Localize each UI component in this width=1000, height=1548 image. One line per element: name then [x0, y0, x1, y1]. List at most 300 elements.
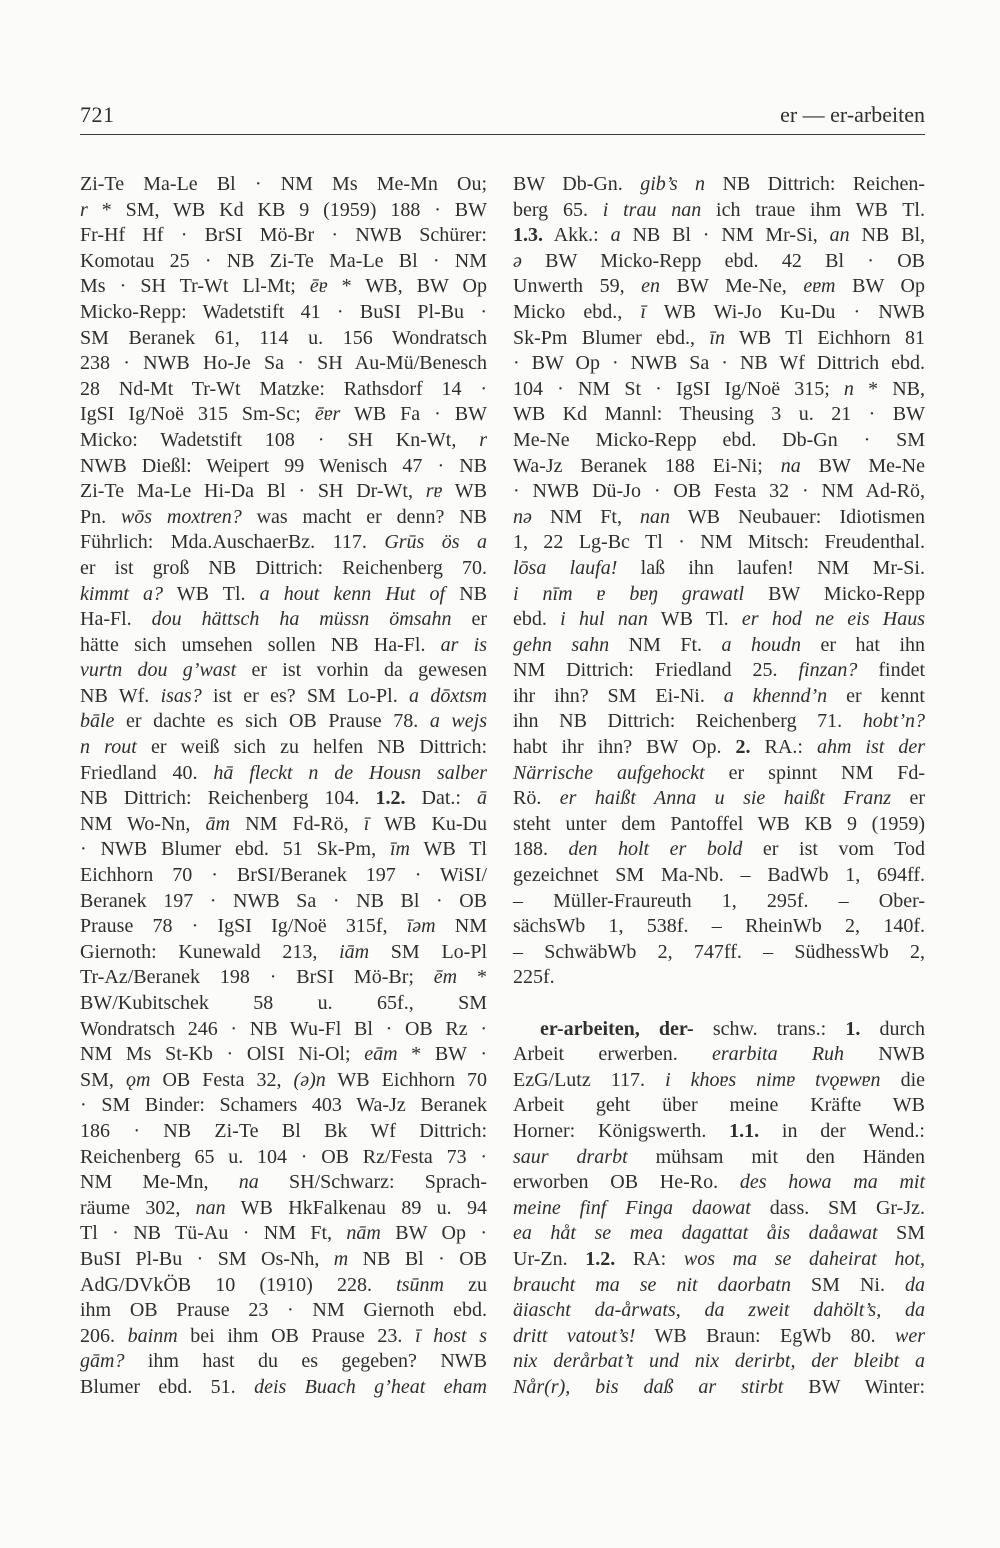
- bold-heading: er-arbeiten, der-: [540, 1017, 694, 1040]
- text-segment: WB HkFalkenau 89 u. 94: [225, 1196, 487, 1219]
- text-line: [513, 223, 925, 249]
- italic-dialect-form: deis Buach g’heat eham: [254, 1375, 487, 1398]
- italic-dialect-form: rɐ: [425, 480, 443, 503]
- text-segment: NM Fd-Rö,: [229, 812, 364, 835]
- italic-dialect-form: dou hättsch ha müssn ömsahn: [151, 608, 452, 631]
- text-line: [513, 582, 925, 608]
- text-segment: Fr-Hf Hf · BrSI Mö-Br · NWB Schürer:: [80, 224, 487, 247]
- italic-dialect-form: saur drarbt: [513, 1145, 628, 1168]
- text-line: [80, 479, 487, 505]
- italic-dialect-form: des howa ma mit: [739, 1171, 926, 1194]
- italic-dialect-form: (ə)n: [293, 1068, 326, 1091]
- text-line: [80, 633, 487, 659]
- text-line: [513, 1017, 925, 1043]
- bold-heading: 1.3.: [513, 224, 543, 247]
- text-segment: BW Micko-Repp: [744, 582, 926, 605]
- italic-dialect-form: da: [905, 1273, 925, 1296]
- text-segment: WB Kd Mannl: Theusing 3 u. 21 · BW: [513, 403, 925, 426]
- text-line: [513, 940, 925, 966]
- text-segment: EzG/Lutz 117.: [513, 1068, 666, 1091]
- text-segment: ihm hast du es gegeben? NWB: [124, 1350, 487, 1373]
- text-segment: Tr-Az/Beranek 198 · BrSI Mö-Br;: [80, 966, 434, 989]
- text-segment: Rö.: [513, 787, 560, 810]
- text-segment: er ist vom Tod: [742, 838, 926, 861]
- text-segment: SM,: [80, 1068, 126, 1091]
- text-line: [513, 786, 925, 812]
- text-line: [513, 684, 925, 710]
- text-line: [80, 837, 487, 863]
- text-segment: zu: [443, 1273, 487, 1296]
- italic-dialect-form: ī host s: [415, 1324, 487, 1347]
- italic-dialect-form: wos ma se daheirat hot,: [683, 1247, 926, 1270]
- text-line: [513, 377, 925, 403]
- italic-dialect-form: a: [610, 224, 621, 247]
- text-line: [513, 735, 925, 761]
- text-segment: Beranek 197 · NWB Sa · NB Bl · OB: [80, 889, 487, 912]
- italic-dialect-form: n: [843, 377, 854, 400]
- italic-dialect-form: a khennd’n: [723, 684, 828, 707]
- text-segment: Blumer ebd. 51.: [80, 1375, 255, 1398]
- text-line: [80, 965, 487, 991]
- page-header: [80, 100, 925, 135]
- text-segment: erworben OB He-Ro.: [513, 1171, 740, 1194]
- text-segment: WB Braun: EgWb 80.: [635, 1324, 896, 1347]
- italic-dialect-form: na: [780, 454, 801, 477]
- text-segment: Ur-Zn.: [513, 1247, 586, 1270]
- italic-dialect-form: wer: [895, 1324, 926, 1347]
- text-segment: Dat.:: [405, 787, 478, 810]
- text-line: [80, 1068, 487, 1094]
- text-segment: · NWB Dü-Jo · OB Festa 32 · NM Ad-Rö,: [513, 480, 925, 503]
- text-line: [80, 709, 487, 735]
- italic-dialect-form: Grūs ös a: [384, 531, 488, 554]
- text-segment: Prause 78 · IgSI Ig/Noë 315f,: [80, 915, 407, 938]
- text-line: [80, 428, 487, 454]
- text-segment: BW/Kubitschek 58 u. 65f., SM: [80, 992, 487, 1014]
- text-segment: 188.: [513, 838, 569, 861]
- italic-dialect-form: r: [479, 428, 487, 451]
- text-line: [513, 300, 925, 326]
- italic-dialect-form: ēɐr: [314, 403, 341, 426]
- text-line: [513, 402, 925, 428]
- text-segment: er spinnt NM Fd-: [704, 761, 925, 784]
- italic-dialect-form: isas?: [160, 684, 202, 707]
- italic-dialect-form: ī: [640, 300, 646, 323]
- text-line: [80, 198, 487, 224]
- text-line: [80, 530, 487, 556]
- italic-dialect-form: nə: [513, 505, 532, 528]
- text-segment: er: [451, 608, 487, 631]
- italic-dialect-form: ǫm: [125, 1068, 151, 1091]
- text-segment: Führlich: Mda.AuschaerBz. 117.: [80, 531, 385, 554]
- italic-dialect-form: ahm ist der: [816, 736, 925, 759]
- entry-er-final-paragraph: [513, 172, 925, 991]
- bold-heading: 1.: [845, 1017, 861, 1040]
- text-segment: WB Tl.: [647, 608, 742, 631]
- text-segment: er dachte es sich OB Prause 78.: [114, 710, 430, 733]
- text-line: [513, 1068, 925, 1094]
- text-segment: Wondratsch 246 · NB Wu-Fl Bl · OB Rz ·: [80, 1017, 487, 1040]
- text-line: [513, 1093, 925, 1119]
- italic-dialect-form: hā fleckt n de Housn salber: [213, 761, 488, 784]
- italic-dialect-form: gib’s n: [640, 173, 706, 195]
- italic-dialect-form: bainm: [127, 1324, 178, 1347]
- italic-dialect-form: i khoɐs nimɐ tvǫɐwɐn: [665, 1068, 881, 1091]
- text-segment: Arbeit erwerben.: [513, 1043, 713, 1066]
- text-segment: NM Me-Mn,: [80, 1171, 239, 1194]
- text-segment: NM Ms St-Kb · OlSI Ni-Ol;: [80, 1043, 365, 1066]
- text-line: [513, 428, 925, 454]
- page-number: 721: [80, 102, 115, 127]
- italic-dialect-form: lōsa laufa!: [513, 556, 618, 579]
- italic-dialect-form: vurtn dou g’wast: [80, 659, 237, 682]
- text-line: [80, 223, 487, 249]
- bold-heading: 2.: [735, 736, 751, 759]
- text-segment: RA.:: [750, 736, 817, 759]
- italic-dialect-form: eām: [364, 1043, 398, 1066]
- text-segment: * WB, BW Op: [327, 275, 487, 298]
- text-segment: ihn NB Dittrich: Reichenberg 71.: [513, 710, 863, 733]
- text-segment: OB Festa 32,: [150, 1068, 294, 1091]
- italic-dialect-form: a wejs: [429, 710, 487, 733]
- text-segment: · BW Op · NWB Sa · NB Wf Dittrich ebd.: [513, 352, 925, 375]
- text-line: [80, 249, 487, 275]
- text-segment: RA:: [615, 1247, 684, 1270]
- text-segment: er ist groß NB Dittrich: Reichenberg 70.: [80, 556, 487, 579]
- text-line: [80, 658, 487, 684]
- bold-heading: 1.1.: [729, 1119, 760, 1142]
- text-line: [513, 837, 925, 863]
- text-segment: Reichenberg 65 u. 104 · OB Rz/Festa 73 ·: [80, 1145, 487, 1168]
- text-segment: Komotau 25 · NB Zi-Te Ma-Le Bl · NM: [80, 249, 487, 272]
- text-line: [80, 1093, 487, 1119]
- italic-dialect-form: hobt’n?: [862, 710, 925, 733]
- text-segment: in der Wend.:: [759, 1119, 925, 1142]
- text-segment: er: [891, 787, 925, 810]
- italic-dialect-form: äiascht da-årwats, da zweit dahölt’s, da: [513, 1299, 925, 1322]
- italic-dialect-form: īəm: [406, 915, 436, 938]
- text-line: [80, 1273, 487, 1299]
- italic-dialect-form: i nīm ɐ bɐŋ grawatl: [513, 582, 745, 605]
- text-segment: was macht er denn? NB: [241, 505, 487, 528]
- text-segment: BW Op: [835, 275, 925, 298]
- text-line: [80, 1196, 487, 1222]
- text-line: [513, 1170, 925, 1196]
- text-segment: * SM, WB Kd KB 9 (1959) 188 · BW: [87, 198, 487, 221]
- text-line: [513, 1145, 925, 1171]
- text-line: [80, 607, 487, 633]
- text-line: [513, 172, 925, 198]
- text-line: [513, 1221, 925, 1247]
- text-line: [80, 889, 487, 915]
- text-segment: SM: [877, 1222, 926, 1245]
- text-segment: BW Me-Ne: [800, 454, 926, 477]
- text-segment: er ist vorhin da gewesen: [236, 659, 488, 682]
- text-line: [513, 351, 925, 377]
- italic-dialect-form: ā: [477, 787, 488, 810]
- text-segment: 1, 22 Lg-Bc Tl · NM Mitsch: Freudenthal.: [513, 531, 925, 554]
- text-line: [80, 1170, 487, 1196]
- text-line: [80, 300, 487, 326]
- text-line: [80, 1221, 487, 1247]
- italic-dialect-form: a hout kenn Hut of: [259, 582, 446, 605]
- text-line: [513, 326, 925, 352]
- text-line: [80, 505, 487, 531]
- text-line: [513, 863, 925, 889]
- text-line: [513, 249, 925, 275]
- italic-dialect-form: nām: [346, 1222, 381, 1245]
- italic-dialect-form: ar is: [440, 633, 487, 656]
- italic-dialect-form: braucht ma se nit daorbatn: [513, 1273, 791, 1296]
- text-line: [80, 1298, 487, 1324]
- text-segment: – Müller-Fraureuth 1, 295f. – Ober-: [513, 889, 925, 912]
- text-line: [513, 633, 925, 659]
- text-segment: die: [880, 1068, 925, 1091]
- text-segment: Pn.: [80, 505, 121, 528]
- text-line: [80, 454, 487, 480]
- text-segment: WB Fa · BW: [340, 403, 487, 426]
- running-title: er — er-arbeiten: [780, 102, 925, 127]
- italic-dialect-form: m: [333, 1247, 349, 1270]
- italic-dialect-form: ēm: [433, 966, 458, 989]
- text-segment: SM Ni.: [790, 1273, 905, 1296]
- text-segment: SH/Schwarz: Sprach-: [258, 1171, 487, 1194]
- italic-dialect-form: a dōxtsm: [409, 684, 488, 707]
- text-segment: Zi-Te Ma-Le Hi-Da Bl · SH Dr-Wt,: [80, 480, 426, 503]
- italic-dialect-form: iām: [339, 940, 370, 963]
- text-line: [513, 454, 925, 480]
- text-line: [513, 198, 925, 224]
- text-line: [80, 940, 487, 966]
- text-segment: WB Tl.: [163, 582, 260, 605]
- text-segment: steht unter dem Pantoffel WB KB 9 (1959): [513, 812, 925, 835]
- text-segment: Friedland 40.: [80, 761, 214, 784]
- italic-dialect-form: īm: [389, 838, 410, 861]
- text-line: [513, 1298, 925, 1324]
- text-line: [80, 172, 487, 198]
- text-segment: WB Tl Eichhorn 81: [724, 326, 925, 349]
- italic-dialect-form: an: [829, 224, 850, 247]
- bold-heading: 1.2.: [585, 1247, 616, 1270]
- text-segment: er hat ihn: [801, 633, 926, 656]
- italic-dialect-form: tsūnm: [396, 1273, 444, 1296]
- entry-er-continued-text: [80, 172, 487, 1401]
- text-segment: SM Lo-Pl: [369, 940, 487, 963]
- text-line: [80, 1247, 487, 1273]
- italic-dialect-form: en: [641, 275, 661, 298]
- text-segment: Ms · SH Tr-Wt Ll-Mt;: [80, 275, 310, 298]
- italic-dialect-form: ea håt se mea dagattat åis daåawat: [513, 1222, 878, 1245]
- text-segment: BW Op ·: [380, 1222, 487, 1245]
- text-segment: 238 · NWB Ho-Je Sa · SH Au-Mü/Benesch: [80, 352, 487, 375]
- italic-dialect-form: erarbita Ruh: [712, 1043, 845, 1066]
- text-segment: hätte sich umsehen sollen NB Ha-Fl.: [80, 633, 441, 656]
- text-segment: schw. trans.:: [693, 1017, 846, 1040]
- text-line: [80, 991, 487, 1017]
- text-segment: NWB Dießl: Weipert 99 Wenisch 47 · NB: [80, 454, 487, 477]
- text-segment: ist er es? SM Lo-Pl.: [201, 684, 410, 707]
- text-segment: NB Bl,: [849, 224, 925, 247]
- italic-dialect-form: dritt vatout’s!: [513, 1324, 636, 1347]
- right-column: [513, 172, 925, 1401]
- text-segment: NB Bl · OB: [348, 1247, 487, 1270]
- italic-dialect-form: den holt er bold: [568, 838, 743, 861]
- text-line: [80, 1349, 487, 1375]
- text-line: [80, 556, 487, 582]
- bold-heading: 1.2.: [375, 787, 406, 810]
- text-segment: bei ihm OB Prause 23.: [177, 1324, 416, 1347]
- text-segment: Me-Ne Micko-Repp ebd. Db-Gn · SM: [513, 428, 925, 451]
- text-line: [513, 274, 925, 300]
- text-segment: Akk.:: [543, 224, 611, 247]
- text-segment: NM Wo-Nn,: [80, 812, 206, 835]
- text-segment: ihr ihn? SM Ei-Ni.: [513, 684, 724, 707]
- text-segment: Tl · NB Tü-Au · NM Ft,: [80, 1222, 347, 1245]
- text-line: [513, 1042, 925, 1068]
- italic-dialect-form: wōs moxtren?: [120, 505, 242, 528]
- italic-dialect-form: eɐm: [803, 275, 836, 298]
- text-line: [80, 377, 487, 403]
- text-segment: Arbeit geht über meine Kräfte WB: [513, 1094, 925, 1117]
- text-segment: dass. SM Gr-Jz.: [750, 1196, 925, 1219]
- italic-dialect-form: meine finf Finga daowat: [513, 1196, 751, 1219]
- italic-dialect-form: er hod ne eis Haus: [741, 608, 925, 631]
- text-segment: BW Winter:: [783, 1375, 925, 1398]
- text-segment: WB Wi-Jo Ku-Du · NWB: [645, 300, 926, 323]
- text-segment: WB Ku-Du: [369, 812, 487, 835]
- italic-dialect-form: ī: [363, 812, 370, 835]
- text-line: [513, 889, 925, 915]
- text-segment: WB: [442, 480, 487, 503]
- text-segment: 206.: [80, 1324, 128, 1347]
- text-segment: BW Me-Ne,: [660, 275, 804, 298]
- text-segment: ihm OB Prause 23 · NM Giernoth ebd.: [80, 1299, 487, 1322]
- text-segment: * NB,: [853, 377, 925, 400]
- text-segment: sächsWb 1, 538f. – RheinWb 2, 140f.: [513, 915, 925, 938]
- text-line: [80, 863, 487, 889]
- text-segment: * BW ·: [397, 1043, 487, 1066]
- text-line: [513, 1247, 925, 1273]
- italic-dialect-form: nan: [195, 1196, 226, 1219]
- text-line: [80, 1042, 487, 1068]
- text-line: [513, 914, 925, 940]
- italic-dialect-form: ām: [205, 812, 230, 835]
- text-segment: NM: [435, 915, 487, 938]
- text-segment: WB Tl: [409, 838, 487, 861]
- text-segment: habt ihr ihn? BW Op.: [513, 736, 736, 759]
- text-segment: er kennt: [827, 684, 925, 707]
- text-segment: · NWB Blumer ebd. 51 Sk-Pm,: [80, 838, 390, 861]
- italic-dialect-form: na: [238, 1171, 259, 1194]
- italic-dialect-form: gehn sahn: [513, 633, 610, 656]
- text-line: [80, 1145, 487, 1171]
- text-segment: Zi-Te Ma-Le Bl · NM Ms Me-Mn Ou;: [80, 173, 487, 195]
- text-segment: WB Eichhorn 70: [325, 1068, 488, 1091]
- text-line: [80, 1324, 487, 1350]
- text-segment: räume 302,: [80, 1196, 196, 1219]
- text-segment: NWB: [844, 1043, 925, 1066]
- text-line: [80, 1017, 487, 1043]
- text-segment: durch: [860, 1017, 925, 1040]
- text-line: [513, 556, 925, 582]
- text-line: [80, 684, 487, 710]
- text-segment: NB Wf.: [80, 684, 161, 707]
- text-line: [80, 326, 487, 352]
- text-line: [513, 1273, 925, 1299]
- text-segment: NM Ft.: [609, 633, 722, 656]
- text-line: [80, 735, 487, 761]
- text-segment: Giernoth: Kunewald 213,: [80, 940, 340, 963]
- text-line: [80, 914, 487, 940]
- text-segment: Micko ebd.,: [513, 300, 641, 323]
- italic-dialect-form: r: [80, 198, 88, 221]
- text-segment: Ha-Fl.: [80, 608, 152, 631]
- left-column: [80, 172, 487, 1401]
- italic-dialect-form: īn: [709, 326, 725, 349]
- italic-dialect-form: Når(r), bis daß ar stirbt: [513, 1375, 784, 1398]
- text-segment: er weiß sich zu helfen NB Dittrich:: [136, 736, 487, 759]
- text-segment: Eichhorn 70 · BrSI/Beranek 197 · WiSI/: [80, 864, 487, 887]
- text-segment: Micko: Wadetstift 108 · SH Kn-Wt,: [80, 428, 480, 451]
- text-segment: BW Micko-Repp ebd. 42 Bl · OB: [521, 249, 925, 272]
- text-segment: IgSI Ig/Noë 315 Sm-Sc;: [80, 403, 315, 426]
- text-line: [80, 761, 487, 787]
- italic-dialect-form: ə: [513, 249, 522, 272]
- text-line: [513, 1324, 925, 1350]
- text-segment: AdG/DVkÖB 10 (1910) 228.: [80, 1273, 397, 1296]
- text-segment: Micko-Repp: Wadetstift 41 · BuSI Pl-Bu ·: [80, 300, 487, 323]
- text-segment: NM Dittrich: Friedland 25.: [513, 659, 799, 682]
- entry-er-arbeiten: [513, 1017, 925, 1401]
- text-line: [513, 812, 925, 838]
- text-segment: Wa-Jz Beranek 188 Ei-Ni;: [513, 454, 781, 477]
- italic-dialect-form: bāle: [80, 710, 115, 733]
- text-line: [513, 658, 925, 684]
- text-segment: 186 · NB Zi-Te Bl Bk Wf Dittrich:: [80, 1119, 487, 1142]
- text-segment: findet: [857, 659, 926, 682]
- italic-dialect-form: Närrische aufgehockt: [513, 761, 705, 784]
- text-segment: ebd.: [513, 608, 561, 631]
- text-line: [80, 402, 487, 428]
- text-line: [513, 965, 925, 991]
- text-segment: Unwerth 59,: [513, 275, 642, 298]
- text-segment: Horner: Königswerth.: [513, 1119, 730, 1142]
- italic-dialect-form: nan: [640, 505, 671, 528]
- text-line: [80, 1375, 487, 1401]
- italic-dialect-form: ēɐ: [309, 275, 328, 298]
- italic-dialect-form: i hul nan: [560, 608, 648, 631]
- italic-dialect-form: n rout: [80, 736, 137, 759]
- text-segment: 104 · NM St · IgSI Ig/Noë 315;: [513, 377, 844, 400]
- text-line: [80, 786, 487, 812]
- text-segment: NB Dittrich: Reichen-: [705, 173, 925, 195]
- text-segment: 28 Nd-Mt Tr-Wt Matzke: Rathsdorf 14 ·: [80, 377, 487, 400]
- text-segment: NM Ft,: [531, 505, 641, 528]
- text-segment: BW Db-Gn.: [513, 173, 641, 195]
- italic-dialect-form: nix derårbat’t und nix derirbt, der bleibt a: [513, 1350, 925, 1373]
- text-line: [80, 812, 487, 838]
- text-line: [513, 1349, 925, 1375]
- text-segment: 225f.: [513, 966, 555, 989]
- text-segment: · SM Binder: Schamers 403 Wa-Jz Beranek: [80, 1094, 487, 1117]
- text-segment: WB Neubauer: Idiotismen: [670, 505, 925, 528]
- text-segment: NB: [445, 582, 487, 605]
- text-line: [513, 761, 925, 787]
- text-segment: ich traue ihm WB Tl.: [701, 198, 925, 221]
- text-segment: SM Beranek 61, 114 u. 156 Wondratsch: [80, 326, 487, 349]
- text-segment: berg 65.: [513, 198, 603, 221]
- text-line: [513, 607, 925, 633]
